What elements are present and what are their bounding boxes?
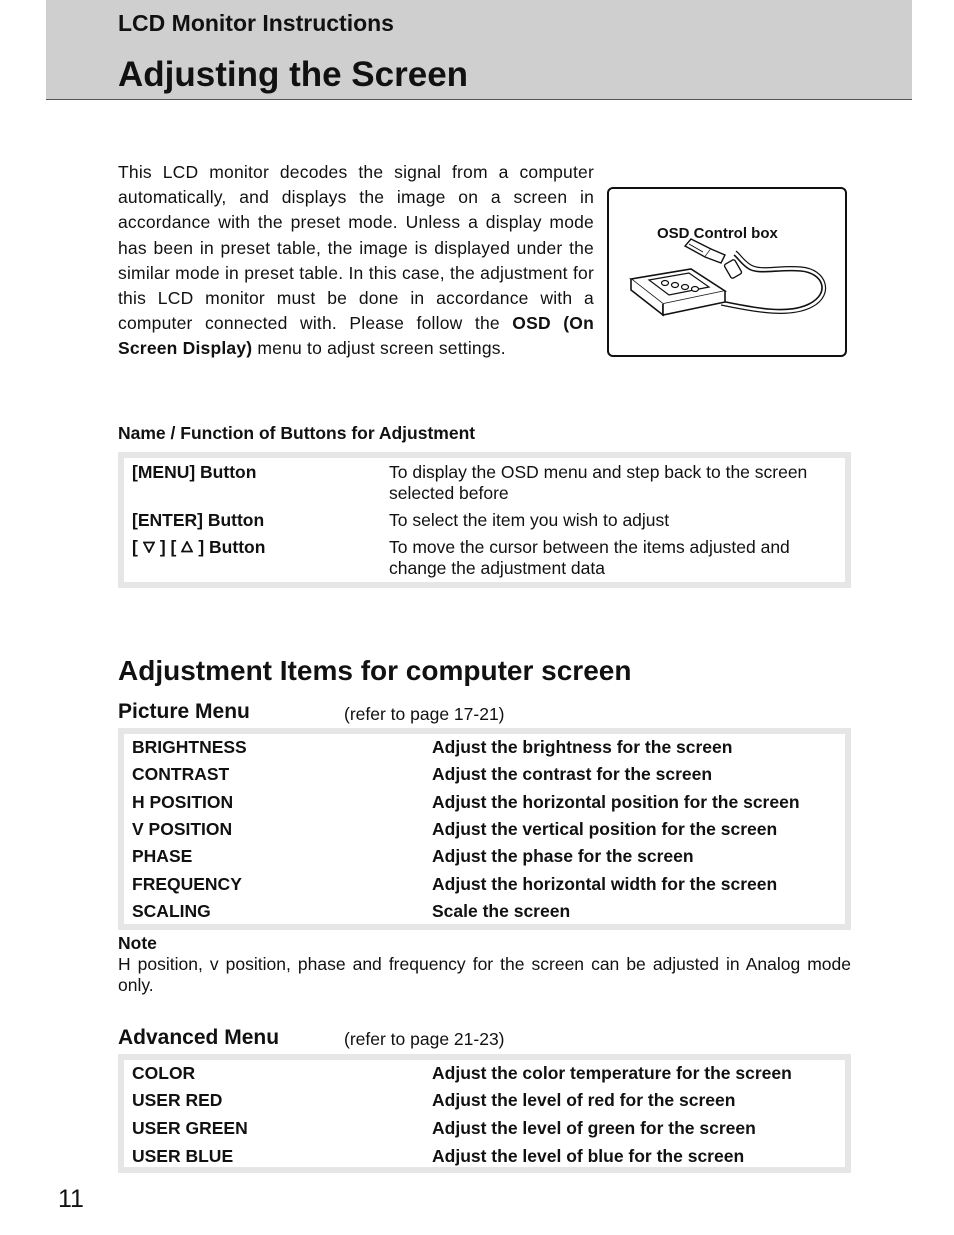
page-number: 11 xyxy=(58,1185,84,1213)
item-name: CONTRAST xyxy=(132,764,230,784)
item-desc: Adjust the level of blue for the screen xyxy=(432,1146,745,1166)
button-desc-enter: To select the item you wish to adjust xyxy=(389,510,670,530)
osd-control-box-figure xyxy=(607,187,847,357)
note-title: Note xyxy=(118,933,157,953)
item-name: USER RED xyxy=(132,1090,223,1110)
item-desc: Adjust the horizontal position for the screen xyxy=(432,792,800,812)
osd-figure-label: OSD Control box xyxy=(657,225,778,242)
intro-text-after: menu to adjust screen settings. xyxy=(252,338,506,359)
item-name: USER BLUE xyxy=(132,1146,234,1166)
picture-menu-title: Picture Menu xyxy=(118,700,250,723)
item-name: FREQUENCY xyxy=(132,874,242,894)
item-desc: Scale the screen xyxy=(432,901,571,921)
table-row xyxy=(132,1118,841,1142)
header-band xyxy=(46,0,912,100)
bracket-close: ] Button xyxy=(198,537,266,557)
item-desc: Adjust the phase for the screen xyxy=(432,846,694,866)
item-desc: Adjust the level of red for the screen xyxy=(432,1090,736,1110)
picture-menu-ref: (refer to page 17-21) xyxy=(344,704,505,724)
table-row xyxy=(132,1090,841,1114)
note-text: H position, v position, phase and frequency for the screen can be adjusted in Analog mode only. xyxy=(118,954,851,995)
buttons-section-title: Name / Function of Buttons for Adjustment xyxy=(118,423,476,443)
table-row xyxy=(132,901,841,925)
osd-control-box-illustration xyxy=(609,189,845,355)
buttons-table xyxy=(118,452,851,588)
table-row xyxy=(132,1063,841,1087)
item-name: PHASE xyxy=(132,846,193,866)
advanced-menu-ref: (refer to page 21-23) xyxy=(344,1029,505,1049)
item-name: V POSITION xyxy=(132,819,233,839)
bracket-open: [ xyxy=(132,537,138,557)
table-row xyxy=(132,792,841,816)
intro-paragraph xyxy=(118,160,594,362)
table-row xyxy=(132,1146,841,1170)
table-row xyxy=(132,764,841,788)
header-subtitle: LCD Monitor Instructions xyxy=(118,10,394,36)
item-desc: Adjust the contrast for the screen xyxy=(432,764,713,784)
item-desc: Adjust the horizontal width for the screen xyxy=(432,874,778,894)
adjustment-section-title: Adjustment Items for computer screen xyxy=(118,655,632,686)
item-name: USER GREEN xyxy=(132,1118,248,1138)
table-row xyxy=(132,874,841,898)
item-desc: Adjust the brightness for the screen xyxy=(432,737,733,757)
item-desc: Adjust the vertical position for the screen xyxy=(432,819,778,839)
button-name-arrows xyxy=(132,537,382,558)
table-row xyxy=(132,819,841,843)
bracket-mid: ] [ xyxy=(159,537,177,557)
item-name: COLOR xyxy=(132,1063,196,1083)
item-name: SCALING xyxy=(132,901,211,921)
button-name-enter: [ENTER] Button xyxy=(132,510,265,530)
triangle-down-icon xyxy=(143,541,155,553)
advanced-menu-title: Advanced Menu xyxy=(118,1026,280,1049)
button-desc-menu: To display the OSD menu and step back to the screen selected before xyxy=(389,462,808,503)
triangle-up-icon xyxy=(181,541,193,553)
page-title: Adjusting the Screen xyxy=(118,55,469,94)
table-row xyxy=(132,737,841,761)
item-desc: Adjust the level of green for the screen xyxy=(432,1118,756,1138)
intro-text-before: This LCD monitor decodes the signal from a computer automatically, and displays the image on a screen in accordance with the preset mode. Unless a display mode has been in preset table, the image is displayed under the similar mode in preset table. In this case, the adjustment for this LCD monitor must be done in accordance with a computer connected with. Please follow the xyxy=(118,162,594,334)
button-name-menu: [MENU] Button xyxy=(132,462,257,482)
item-name: BRIGHTNESS xyxy=(132,737,247,757)
item-name: H POSITION xyxy=(132,792,234,812)
table-row xyxy=(132,846,841,870)
picture-menu-table xyxy=(118,728,851,930)
intro-bold-osd: OSD (On Screen Display) xyxy=(118,313,594,359)
button-desc-arrows: To move the cursor between the items adjusted and change the adjustment data xyxy=(389,537,790,578)
item-desc: Adjust the color temperature for the screen xyxy=(432,1063,792,1083)
advanced-menu-table xyxy=(118,1054,851,1173)
